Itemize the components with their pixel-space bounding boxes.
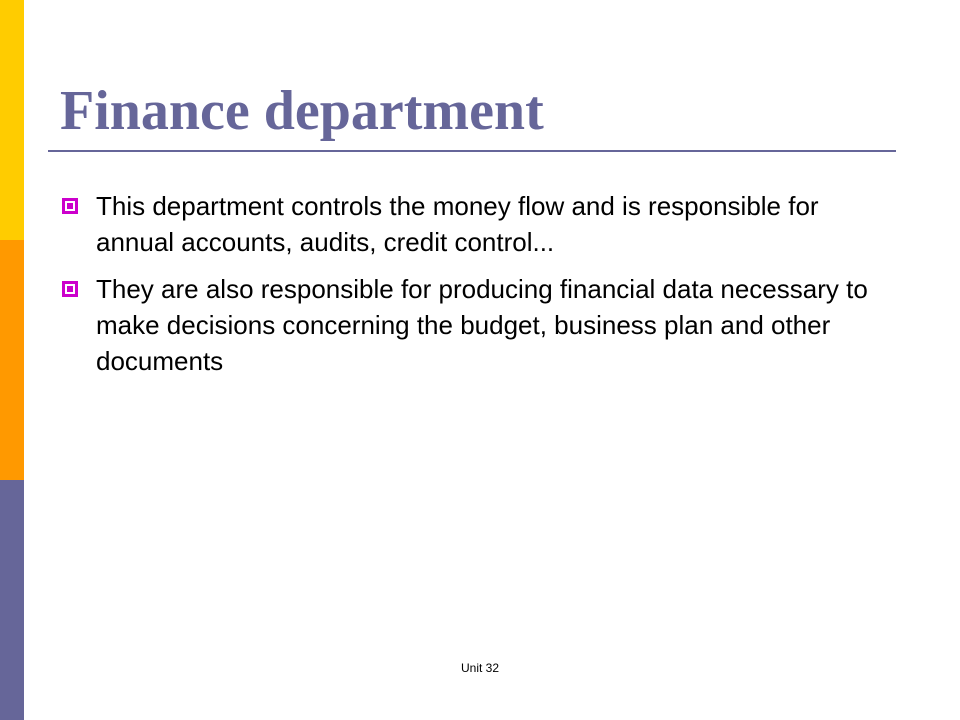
bullet-item: [62, 188, 892, 260]
accent-segment-yellow: [0, 0, 24, 240]
square-bullet-icon: [62, 198, 78, 214]
bullet-item: [62, 271, 892, 379]
square-bullet-icon: [62, 281, 78, 297]
title-underline: [48, 150, 896, 152]
accent-segment-orange: [0, 240, 24, 480]
bullet-list: [62, 188, 892, 390]
slide-title: Finance department: [60, 80, 544, 142]
accent-segment-purple: [0, 480, 24, 720]
bullet-text: They are also responsible for producing financial data necessary to make decisions concerning the budget, business plan and other documents: [96, 274, 868, 376]
side-accent-bar: [0, 0, 24, 720]
bullet-text: This department controls the money flow and is responsible for annual accounts, audits, credit control...: [96, 191, 819, 257]
slide-footer: Unit 32: [460, 661, 500, 675]
